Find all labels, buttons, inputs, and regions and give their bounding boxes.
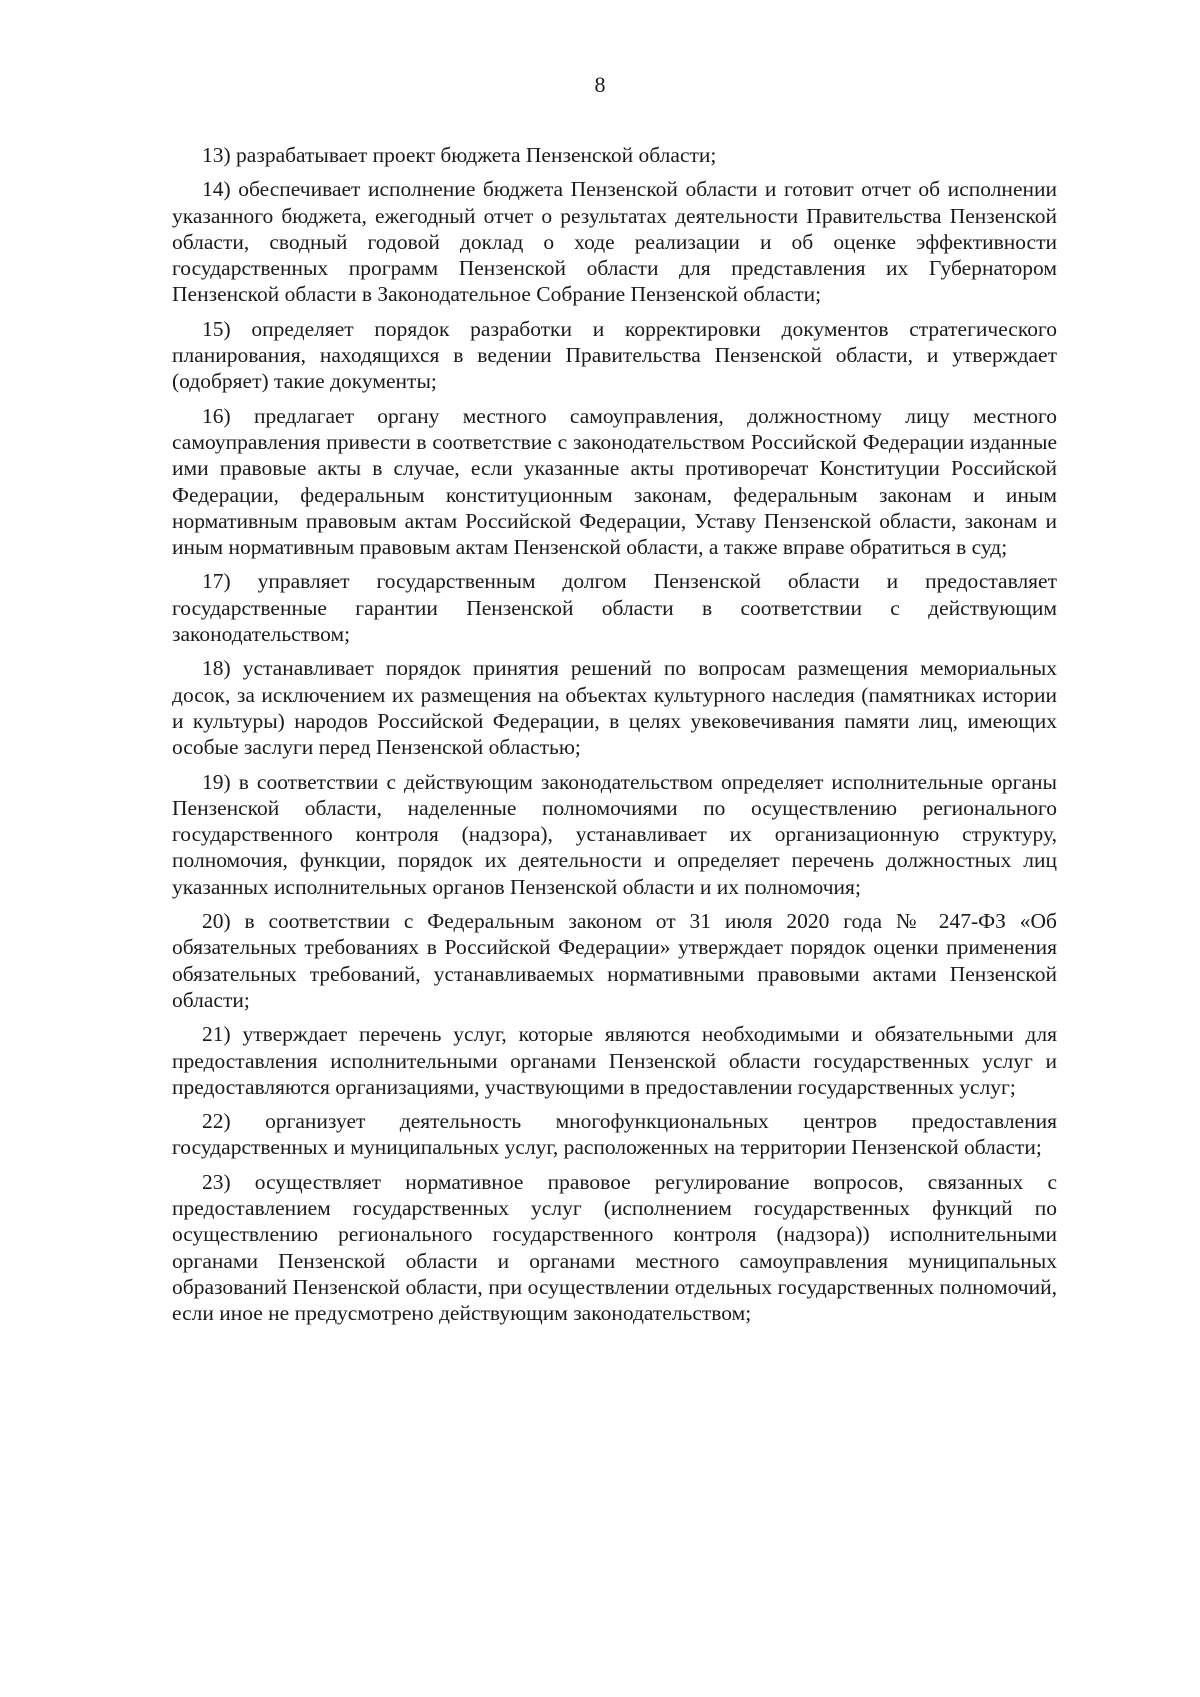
document-body: [172, 142, 1057, 1334]
paragraph-20: 20) в соответствии с Федеральным законом от 31 июля 2020 года № 247-ФЗ «Об обязательных требованиях в Российской Федерации» утверждает порядок оценки применения обязательных требований, устанавливаемых нормативными правовыми актами Пензенской области;: [172, 909, 1057, 1012]
paragraph-15: 15) определяет порядок разработки и корректировки документов стратегического планирования, находящихся в ведении Правительства Пензенской области, и утверждает (одобряет) такие документы;: [172, 316, 1057, 394]
paragraph-14: 14) обеспечивает исполнение бюджета Пензенской области и готовит отчет об исполнении указанного бюджета, ежегодный отчет о результатах деятельности Правительства Пензенской области, сводный годовой доклад о ходе реализации и об оценке эффективности государственных программ Пензенской области для представления их Губернатором Пензенской области в Законодательное Собрание Пензенской области;: [172, 177, 1057, 307]
paragraph-23: 23) осуществляет нормативное правовое регулирование вопросов, связанных с предоставлением государственных услуг (исполнением государственных функций по осуществлению регионального государственного контроля (надзора)) исполнительными органами Пензенской области и органами местного самоуправления муниципальных образований Пензенской области, при осуществлении отдельных государственных полномочий, если иное не предусмотрено действующим законодательством;: [172, 1169, 1057, 1326]
paragraph-16: 16) предлагает органу местного самоуправления, должностному лицу местного самоуправления привести в соответствие с законодательством Российской Федерации изданные ими правовые акты в случае, если указанные акты противоречат Конституции Российской Федерации, федеральным конституционным законам, федеральным законам и иным нормативным правовым актам Российской Федерации, Уставу Пензенской области, законам и иным нормативным правовым актам Пензенской области, а также вправе обратиться в суд;: [172, 403, 1057, 560]
paragraph-22: 22) организует деятельность многофункциональных центров предоставления государственных и муниципальных услуг, расположенных на территории Пензенской области;: [172, 1109, 1057, 1160]
paragraph-21: 21) утверждает перечень услуг, которые являются необходимыми и обязательными для предоставления исполнительными органами Пензенской области государственных услуг и предоставляются организациями, участвующими в предоставлении государственных услуг;: [172, 1022, 1057, 1099]
page-number: 8: [594, 72, 606, 97]
paragraph-18: 18) устанавливает порядок принятия решений по вопросам размещения мемориальных досок, за исключением их размещения на объектах культурного наследия (памятниках истории и культуры) народов Российской Федерации, в целях увековечивания памяти лиц, имеющих особые заслуги перед Пензенской областью;: [172, 656, 1057, 760]
paragraph-19: 19) в соответствии с действующим законодательством определяет исполнительные органы Пензенской области, наделенные полномочиями по осуществлению регионального государственного контроля (надзора), устанавливает их организационную структуру, полномочия, функции, порядок их деятельности и определяет перечень должностных лиц указанных исполнительных органов Пензенской области и их полномочия;: [172, 769, 1057, 899]
paragraph-17: 17) управляет государственным долгом Пензенской области и предоставляет государственные гарантии Пензенской области в соответствии с действующим законодательством;: [172, 569, 1057, 647]
paragraph-13: 13) разрабатывает проект бюджета Пензенской области;: [202, 143, 717, 167]
